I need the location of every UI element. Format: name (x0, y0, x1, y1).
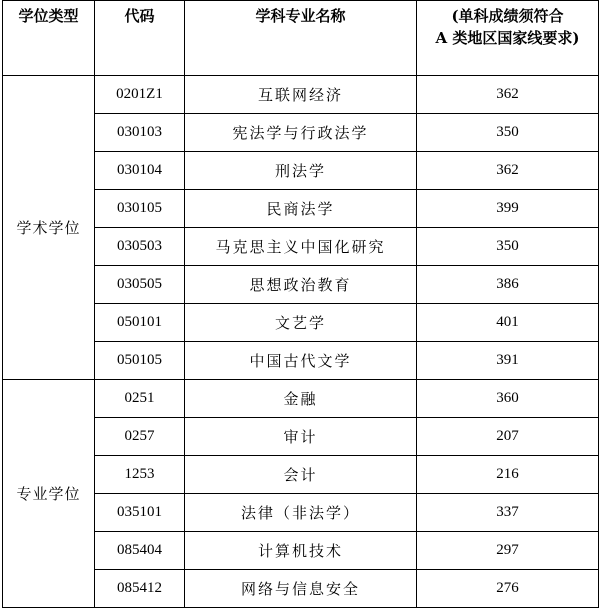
header-degree-type: 学位类型 (3, 1, 95, 76)
code-cell: 030503 (95, 228, 185, 266)
header-score-line2: A 类地区国家线要求) (435, 29, 580, 47)
code-cell: 050101 (95, 304, 185, 342)
score-cell: 362 (417, 152, 599, 190)
degree-type-professional: 专业学位 (3, 380, 95, 608)
score-cell: 386 (417, 266, 599, 304)
major-name-cell: 思想政治教育 (185, 266, 417, 304)
major-name-cell: 中国古代文学 (185, 342, 417, 380)
score-cell: 401 (417, 304, 599, 342)
code-cell: 0201Z1 (95, 76, 185, 114)
major-name-cell: 网络与信息安全 (185, 570, 417, 608)
major-name-cell: 文艺学 (185, 304, 417, 342)
score-cell: 297 (417, 532, 599, 570)
header-score (417, 1, 599, 76)
major-name-cell: 审计 (185, 418, 417, 456)
code-cell: 050105 (95, 342, 185, 380)
code-cell: 030103 (95, 114, 185, 152)
code-cell: 085404 (95, 532, 185, 570)
major-name-cell: 计算机技术 (185, 532, 417, 570)
score-table (2, 0, 599, 608)
code-cell: 035101 (95, 494, 185, 532)
degree-type-academic: 学术学位 (3, 76, 95, 380)
code-cell: 1253 (95, 456, 185, 494)
header-row (3, 1, 599, 76)
score-cell: 350 (417, 114, 599, 152)
major-name-cell: 会计 (185, 456, 417, 494)
score-cell: 360 (417, 380, 599, 418)
major-name-cell: 马克思主义中国化研究 (185, 228, 417, 266)
code-cell: 030505 (95, 266, 185, 304)
header-major-name: 学科专业名称 (185, 1, 417, 76)
score-cell: 337 (417, 494, 599, 532)
major-name-cell: 刑法学 (185, 152, 417, 190)
code-cell: 030105 (95, 190, 185, 228)
major-name-cell: 民商法学 (185, 190, 417, 228)
major-name-cell: 宪法学与行政法学 (185, 114, 417, 152)
major-name-cell: 法律（非法学） (185, 494, 417, 532)
header-score-line1: (单科成绩须符合 (451, 7, 564, 25)
header-code: 代码 (95, 1, 185, 76)
code-cell: 085412 (95, 570, 185, 608)
score-cell: 362 (417, 76, 599, 114)
code-cell: 0251 (95, 380, 185, 418)
score-cell: 207 (417, 418, 599, 456)
score-cell: 216 (417, 456, 599, 494)
table-row (3, 76, 599, 114)
table-row (3, 380, 599, 418)
score-cell: 350 (417, 228, 599, 266)
major-name-cell: 金融 (185, 380, 417, 418)
code-cell: 0257 (95, 418, 185, 456)
score-cell: 276 (417, 570, 599, 608)
score-cell: 391 (417, 342, 599, 380)
score-cell: 399 (417, 190, 599, 228)
code-cell: 030104 (95, 152, 185, 190)
major-name-cell: 互联网经济 (185, 76, 417, 114)
